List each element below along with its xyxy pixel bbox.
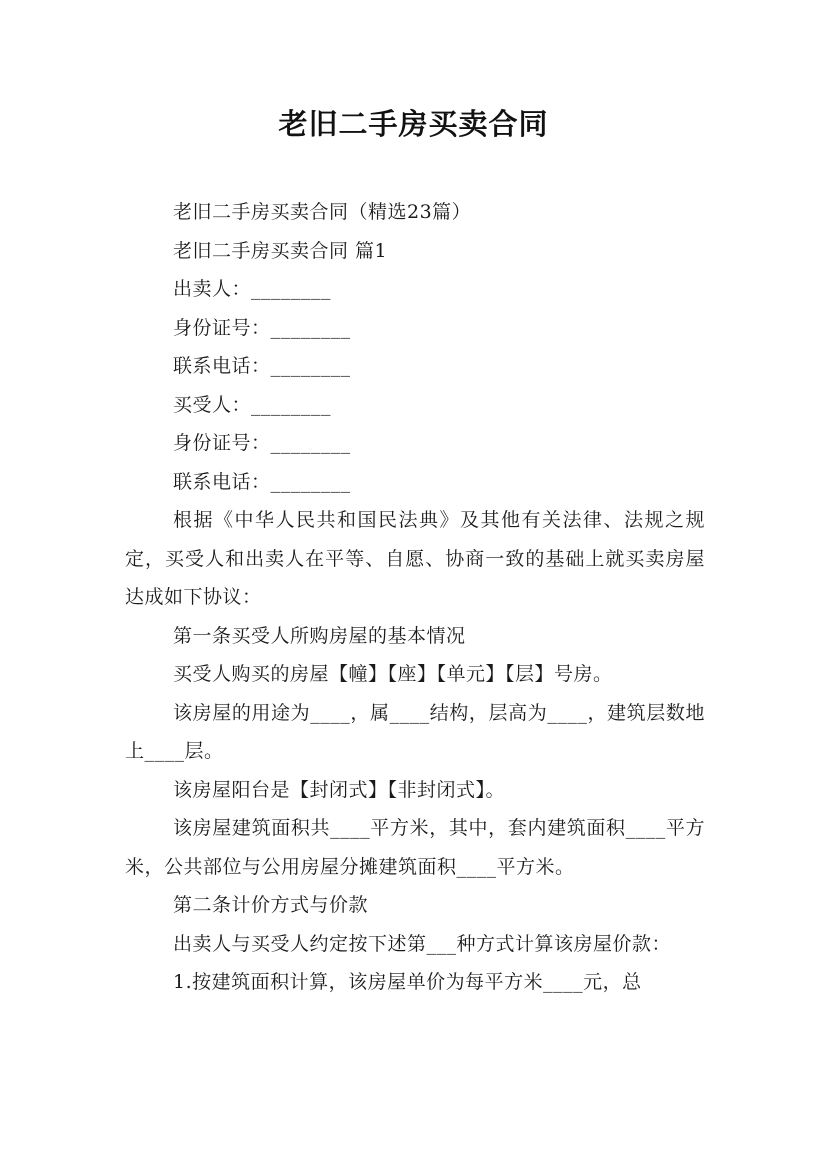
pricing-method-paragraph: 出卖人与买受人约定按下述第___种方式计算该房屋价款： [173, 932, 672, 955]
pricing-option-one: 1.按建筑面积计算，该房屋单价为每平方米____元，总 [173, 971, 642, 993]
seller-phone-field: 联系电话：________ [173, 355, 351, 377]
buyer-name-field: 买受人：________ [173, 393, 332, 416]
buyer-id-field: 身份证号：________ [173, 432, 351, 454]
article-two-heading: 第二条计价方式与价款 [173, 894, 369, 916]
document-title: 老旧二手房买卖合同 [278, 107, 549, 141]
seller-name-field: 出卖人：________ [173, 278, 332, 300]
preamble-paragraph: 根据《中华人民共和国民法典》及其他有关法律、法规之规定，买受人和出卖人在平等、自愿、协商一致的基础上就买卖房屋达成如下协议： [125, 509, 705, 608]
balcony-paragraph: 该房屋阳台是【封闭式】【非封闭式】。 [173, 778, 506, 801]
section-heading: 老旧二手房买卖合同 篇1 [173, 239, 388, 262]
property-location-paragraph: 买受人购买的房屋【幢】【座】【单元】【层】号房。 [173, 663, 613, 685]
document-subtitle: 老旧二手房买卖合同（精选23篇） [173, 201, 472, 223]
buyer-phone-field: 联系电话：________ [173, 470, 351, 493]
property-usage-paragraph: 该房屋的用途为____，属____结构，层高为____，建筑层数地上____层。 [125, 701, 705, 762]
seller-id-field: 身份证号：________ [173, 316, 351, 339]
article-one-heading: 第一条买受人所购房屋的基本情况 [173, 624, 466, 647]
document-body [125, 193, 705, 1002]
floor-area-paragraph: 该房屋建筑面积共____平方米，其中，套内建筑面积____平方米，公共部位与公用房屋分摊建筑面积____平方米。 [125, 817, 705, 878]
